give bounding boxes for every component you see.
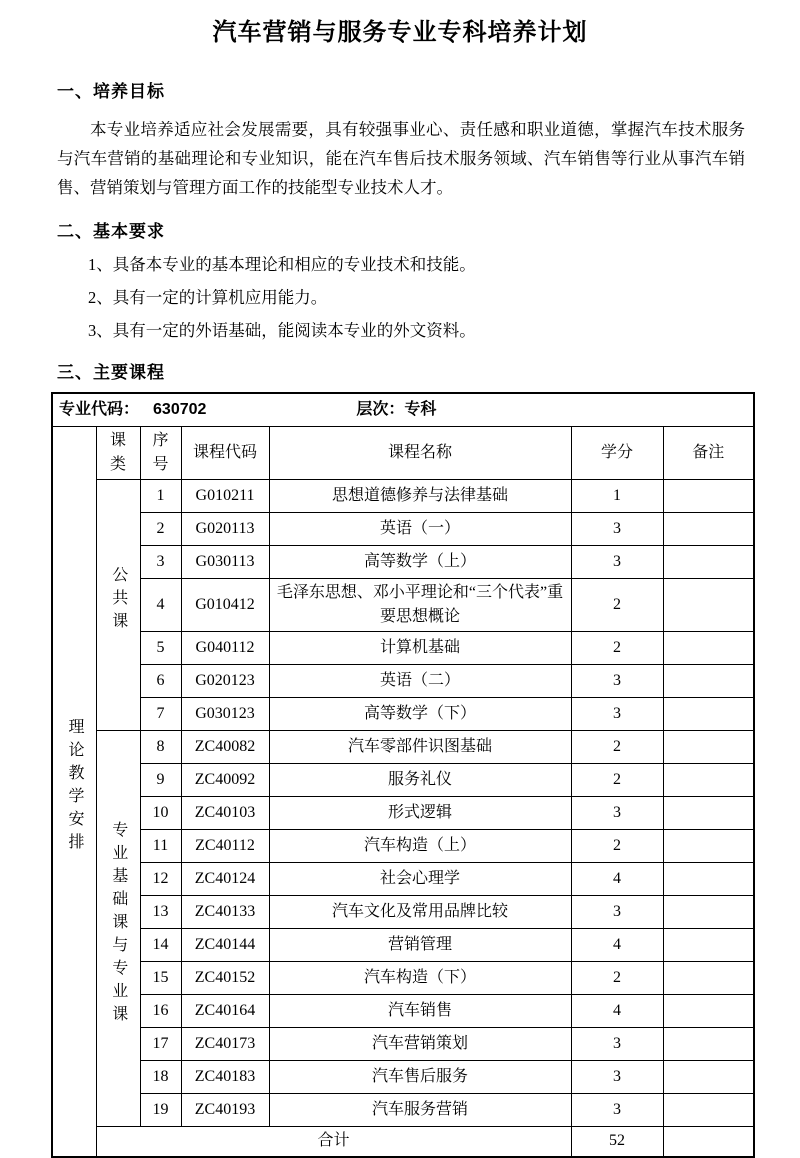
cell-course-name: 高等数学（下） (269, 697, 571, 730)
total-label-cell: 合计 (96, 1126, 571, 1157)
cell-credit: 2 (571, 763, 663, 796)
cell-course-name: 高等数学（上） (269, 545, 571, 578)
major-code-label: 专业代码： (59, 400, 140, 418)
course-table (51, 392, 755, 1158)
cell-seq: 6 (140, 664, 181, 697)
cell-seq: 18 (140, 1060, 181, 1093)
cell-course-code: G030113 (181, 545, 269, 578)
cell-credit: 3 (571, 512, 663, 545)
course-table-wrapper (51, 392, 800, 1158)
cell-seq: 13 (140, 895, 181, 928)
page-title: 汽车营销与服务专业专科培养计划 (212, 19, 588, 46)
cell-credit: 2 (571, 961, 663, 994)
table-meta-cell (52, 393, 754, 426)
cell-course-name: 形式逻辑 (269, 796, 571, 829)
cell-course-code: ZC40193 (181, 1093, 269, 1126)
cell-course-name: 毛泽东思想、邓小平理论和“三个代表”重要思想概论 (269, 578, 571, 631)
level-label: 层次： (356, 400, 405, 418)
cell-course-name: 汽车营销策划 (269, 1027, 571, 1060)
header-credit: 学分 (571, 426, 663, 479)
cell-note (663, 545, 754, 578)
cell-course-name: 英语（一） (269, 512, 571, 545)
cell-credit: 3 (571, 895, 663, 928)
category-cell-major (96, 730, 140, 1126)
header-note: 备注 (663, 426, 754, 479)
category-cell-public (96, 479, 140, 730)
header-course-name: 课程名称 (269, 426, 571, 479)
section-1-heading: 一、培养目标 (57, 82, 165, 101)
cell-seq: 8 (140, 730, 181, 763)
table-meta-row (52, 393, 754, 426)
cell-seq: 9 (140, 763, 181, 796)
cell-seq: 1 (140, 479, 181, 512)
header-seq: 序号 (140, 426, 181, 479)
category-label-public: 公共课 (109, 566, 127, 635)
cell-note (663, 796, 754, 829)
cell-course-name: 汽车构造（上） (269, 829, 571, 862)
cell-note (663, 928, 754, 961)
cell-note (663, 697, 754, 730)
course-row (52, 631, 754, 664)
cell-course-name: 汽车销售 (269, 994, 571, 1027)
cell-seq: 4 (140, 578, 181, 631)
cell-credit: 4 (571, 994, 663, 1027)
course-row (52, 895, 754, 928)
course-row (52, 512, 754, 545)
course-row (52, 664, 754, 697)
cell-seq: 16 (140, 994, 181, 1027)
section-1-paragraph: 本专业培养适应社会发展需要，具有较强事业心、责任感和职业道德，掌握汽车技术服务与汽车营销的基础理论和专业知识，能在汽车售后技术服务领域、汽车销售等行业从事汽车销售、营销策划与管理方面工作的技能型专业技术人才。 (57, 120, 745, 197)
cell-course-code: G030123 (181, 697, 269, 730)
cell-course-code: ZC40082 (181, 730, 269, 763)
cell-note (663, 1093, 754, 1126)
course-row (52, 479, 754, 512)
left-axis-cell (52, 426, 96, 1157)
course-row (52, 763, 754, 796)
cell-course-code: G010211 (181, 479, 269, 512)
cell-course-code: G040112 (181, 631, 269, 664)
requirements-list (57, 255, 745, 341)
total-row (52, 1126, 754, 1157)
course-row (52, 928, 754, 961)
cell-course-code: G020123 (181, 664, 269, 697)
section-3-heading: 三、主要课程 (57, 363, 165, 382)
cell-course-name: 英语（二） (269, 664, 571, 697)
cell-seq: 17 (140, 1027, 181, 1060)
course-row (52, 1093, 754, 1126)
cell-credit: 3 (571, 796, 663, 829)
cell-course-name: 计算机基础 (269, 631, 571, 664)
cell-credit: 4 (571, 928, 663, 961)
cell-course-code: ZC40133 (181, 895, 269, 928)
requirement-item-3: 3、具有一定的外语基础，能阅读本专业的外文资料。 (88, 321, 476, 340)
cell-credit: 2 (571, 730, 663, 763)
cell-note (663, 664, 754, 697)
category-label-major: 专业基础课与专业课 (109, 820, 127, 1028)
cell-course-code: ZC40124 (181, 862, 269, 895)
cell-credit: 2 (571, 631, 663, 664)
cell-credit: 2 (571, 578, 663, 631)
cell-note (663, 1027, 754, 1060)
course-row (52, 796, 754, 829)
cell-seq: 3 (140, 545, 181, 578)
cell-credit: 3 (571, 1060, 663, 1093)
cell-course-name: 汽车售后服务 (269, 1060, 571, 1093)
course-row (52, 829, 754, 862)
course-row (52, 1060, 754, 1093)
course-row (52, 994, 754, 1027)
cell-note (663, 512, 754, 545)
document-body (0, 77, 800, 383)
cell-credit: 4 (571, 862, 663, 895)
course-row (52, 578, 754, 631)
cell-course-code: ZC40112 (181, 829, 269, 862)
header-course-category: 课类 (96, 426, 140, 479)
cell-course-name: 营销管理 (269, 928, 571, 961)
cell-note (663, 829, 754, 862)
cell-note (663, 578, 754, 631)
cell-seq: 14 (140, 928, 181, 961)
cell-course-code: G010412 (181, 578, 269, 631)
header-course-code: 课程代码 (181, 426, 269, 479)
cell-course-name: 汽车构造（下） (269, 961, 571, 994)
course-table-body (52, 393, 754, 1157)
cell-course-code: ZC40183 (181, 1060, 269, 1093)
cell-credit: 3 (571, 1093, 663, 1126)
cell-seq: 10 (140, 796, 181, 829)
cell-credit: 3 (571, 545, 663, 578)
cell-course-code: ZC40092 (181, 763, 269, 796)
course-row (52, 961, 754, 994)
cell-note (663, 1060, 754, 1093)
cell-course-code: ZC40164 (181, 994, 269, 1027)
cell-credit: 3 (571, 697, 663, 730)
cell-course-name: 汽车服务营销 (269, 1093, 571, 1126)
course-row (52, 1027, 754, 1060)
cell-course-code: ZC40173 (181, 1027, 269, 1060)
cell-seq: 19 (140, 1093, 181, 1126)
major-code-value: 630702 (153, 400, 207, 418)
cell-course-code: ZC40144 (181, 928, 269, 961)
cell-credit: 1 (571, 479, 663, 512)
course-row (52, 697, 754, 730)
cell-course-name: 社会心理学 (269, 862, 571, 895)
cell-note (663, 479, 754, 512)
cell-note (663, 994, 754, 1027)
cell-note (663, 763, 754, 796)
cell-note (663, 730, 754, 763)
total-note-cell (663, 1126, 754, 1157)
cell-seq: 7 (140, 697, 181, 730)
cell-note (663, 961, 754, 994)
cell-seq: 12 (140, 862, 181, 895)
cell-course-name: 汽车文化及常用品牌比较 (269, 895, 571, 928)
cell-course-name: 汽车零部件识图基础 (269, 730, 571, 763)
cell-note (663, 895, 754, 928)
total-credit-cell: 52 (571, 1126, 663, 1157)
table-header-row (52, 426, 754, 479)
cell-course-code: ZC40103 (181, 796, 269, 829)
cell-note (663, 862, 754, 895)
cell-course-code: G020113 (181, 512, 269, 545)
left-axis-label: 理论教学安排 (66, 718, 84, 857)
course-row (52, 545, 754, 578)
cell-credit: 2 (571, 829, 663, 862)
level-value: 专科 (404, 400, 437, 418)
course-row (52, 730, 754, 763)
cell-seq: 2 (140, 512, 181, 545)
requirement-item-1: 1、具备本专业的基本理论和相应的专业技术和技能。 (88, 255, 476, 274)
cell-course-name: 思想道德修养与法律基础 (269, 479, 571, 512)
cell-seq: 5 (140, 631, 181, 664)
cell-seq: 15 (140, 961, 181, 994)
section-2-heading: 二、基本要求 (57, 222, 165, 241)
cell-note (663, 631, 754, 664)
cell-credit: 3 (571, 664, 663, 697)
course-row (52, 862, 754, 895)
cell-course-name: 服务礼仪 (269, 763, 571, 796)
cell-course-code: ZC40152 (181, 961, 269, 994)
requirement-item-2: 2、具有一定的计算机应用能力。 (88, 288, 328, 307)
cell-credit: 3 (571, 1027, 663, 1060)
cell-seq: 11 (140, 829, 181, 862)
